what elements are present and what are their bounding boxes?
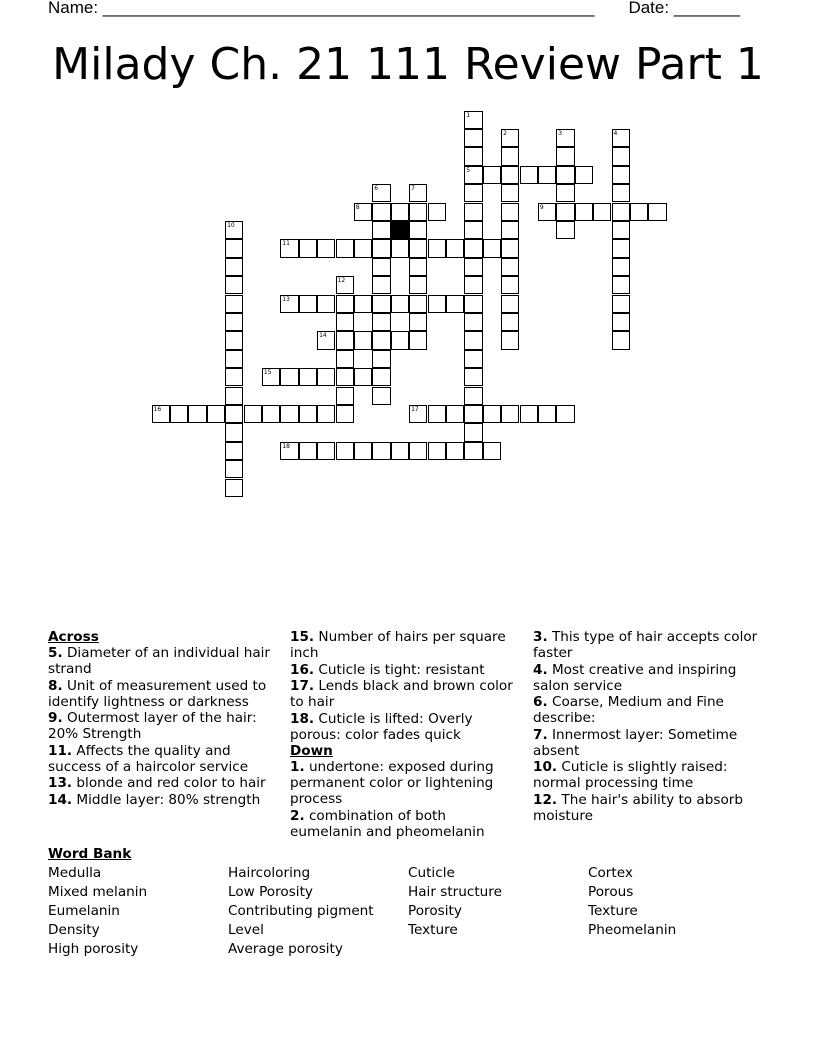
clues-column-2 bbox=[290, 629, 522, 840]
crossword-cell[interactable] bbox=[225, 350, 243, 368]
crossword-cell[interactable] bbox=[336, 331, 354, 349]
crossword-cell[interactable] bbox=[464, 387, 482, 405]
word-bank-entry: Level bbox=[228, 922, 264, 938]
crossword-cell[interactable] bbox=[612, 331, 630, 349]
crossword-cell[interactable] bbox=[556, 221, 574, 239]
word-bank-column-2 bbox=[228, 864, 374, 959]
across-clue bbox=[290, 629, 522, 661]
clue-text: Diameter of an individual hair strand bbox=[48, 645, 271, 677]
clue-text: undertone: exposed during permanent color or lightening process bbox=[290, 759, 494, 807]
clue-text: Cuticle is lifted: Overly porous: color fades quick bbox=[290, 710, 473, 743]
name-field[interactable]: Name: ____________________________________________________ bbox=[48, 0, 595, 17]
clue-number: 17. bbox=[290, 678, 315, 694]
crossword-cell[interactable] bbox=[225, 368, 243, 386]
crossword-cell[interactable] bbox=[501, 276, 519, 294]
clue-text: Unit of measurement used to identify lightness or darkness bbox=[48, 677, 267, 710]
word-bank-entry: Low Porosity bbox=[228, 884, 313, 900]
crossword-cell[interactable] bbox=[612, 313, 630, 331]
cell-number: 9 bbox=[539, 203, 544, 211]
crossword-cell[interactable] bbox=[464, 405, 482, 423]
clue-number: 9. bbox=[48, 710, 63, 726]
crossword-cell[interactable] bbox=[317, 442, 335, 460]
crossword-cell[interactable] bbox=[409, 442, 427, 460]
crossword-cell[interactable] bbox=[372, 276, 390, 294]
crossword-cell[interactable] bbox=[464, 258, 482, 276]
crossword-cell[interactable] bbox=[464, 129, 482, 147]
crossword-cell[interactable] bbox=[464, 442, 482, 460]
crossword-cell[interactable] bbox=[464, 239, 482, 257]
word-bank-column-1 bbox=[48, 864, 147, 959]
crossword-cell[interactable] bbox=[372, 184, 390, 202]
down-clues-part-2 bbox=[533, 629, 763, 824]
crossword-cell[interactable] bbox=[483, 405, 501, 423]
crossword-cell[interactable] bbox=[244, 405, 262, 423]
crossword-cell[interactable] bbox=[593, 203, 611, 221]
crossword-cell[interactable] bbox=[612, 203, 630, 221]
crossword-cell[interactable] bbox=[428, 203, 446, 221]
down-clues-part-1 bbox=[290, 759, 522, 840]
crossword-cell[interactable] bbox=[428, 405, 446, 423]
word-bank-heading: Word Bank bbox=[48, 846, 132, 862]
crossword-cell[interactable] bbox=[188, 405, 206, 423]
crossword-cell[interactable] bbox=[464, 423, 482, 441]
crossword-cell[interactable] bbox=[501, 258, 519, 276]
down-clue bbox=[533, 759, 763, 791]
crossword-cell[interactable] bbox=[317, 295, 335, 313]
crossword-cell[interactable] bbox=[464, 203, 482, 221]
crossword-cell[interactable] bbox=[409, 276, 427, 294]
crossword-cell[interactable] bbox=[501, 184, 519, 202]
crossword-cell[interactable] bbox=[483, 442, 501, 460]
crossword-cell[interactable] bbox=[446, 295, 464, 313]
crossword-cell[interactable] bbox=[299, 442, 317, 460]
crossword-cell[interactable] bbox=[391, 331, 409, 349]
crossword-cell[interactable] bbox=[336, 405, 354, 423]
crossword-cell[interactable] bbox=[225, 405, 243, 423]
cell-number: 17 bbox=[411, 405, 419, 413]
cell-number: 14 bbox=[319, 332, 327, 340]
date-field[interactable]: Date: _______ bbox=[628, 0, 740, 17]
crossword-cell[interactable] bbox=[207, 405, 225, 423]
clue-number: 4. bbox=[533, 661, 548, 678]
crossword-cell[interactable] bbox=[520, 405, 538, 423]
word-bank-entry: Porosity bbox=[408, 903, 462, 919]
crossword-cell[interactable] bbox=[280, 368, 298, 386]
crossword-cell[interactable] bbox=[612, 295, 630, 313]
crossword-cell[interactable] bbox=[409, 258, 427, 276]
word-bank-entry: Density bbox=[48, 922, 100, 938]
word-bank-entry: Mixed melanin bbox=[48, 884, 148, 900]
word-bank-column-3 bbox=[408, 864, 502, 940]
across-clue bbox=[48, 678, 278, 710]
cell-number: 7 bbox=[411, 185, 415, 193]
crossword-cell[interactable] bbox=[428, 295, 446, 313]
page-title: Milady Ch. 21 111 Review Part 1 bbox=[52, 39, 764, 90]
clue-text: Affects the quality and success of a haircolor service bbox=[48, 742, 249, 775]
across-heading: Across bbox=[48, 629, 99, 645]
crossword-cell[interactable] bbox=[299, 368, 317, 386]
crossword-cell[interactable] bbox=[280, 405, 298, 423]
clue-text: Outermost layer of the hair: 20% Strength bbox=[48, 710, 257, 742]
crossword-cell[interactable] bbox=[464, 184, 482, 202]
crossword-cell[interactable] bbox=[612, 147, 630, 165]
crossword-cell[interactable] bbox=[630, 203, 648, 221]
crossword-cell[interactable] bbox=[464, 221, 482, 239]
crossword-cell[interactable] bbox=[262, 405, 280, 423]
clue-text: The hair's ability to absorb moisture bbox=[533, 791, 743, 824]
crossword-cell[interactable] bbox=[483, 239, 501, 257]
word-bank-entry: Cuticle bbox=[408, 865, 455, 881]
across-clue bbox=[48, 775, 278, 791]
down-clue bbox=[533, 792, 763, 824]
clue-number: 7. bbox=[533, 726, 548, 743]
across-clue bbox=[48, 645, 278, 677]
clue-text: Innermost layer: Sometime absent bbox=[533, 726, 738, 759]
crossword-cell[interactable] bbox=[464, 166, 482, 184]
crossword-cell[interactable] bbox=[464, 276, 482, 294]
across-clue bbox=[48, 743, 278, 775]
down-clue bbox=[533, 629, 763, 661]
crossword-cell[interactable] bbox=[612, 129, 630, 147]
word-bank-entry: Pheomelanin bbox=[588, 922, 677, 938]
clue-text: Lends black and brown color to hair bbox=[290, 678, 513, 710]
crossword-cell[interactable] bbox=[280, 239, 298, 257]
crossword-cell[interactable] bbox=[612, 276, 630, 294]
crossword-cell[interactable] bbox=[225, 387, 243, 405]
word-bank-entry: Cortex bbox=[588, 865, 633, 881]
clue-number: 14. bbox=[48, 791, 73, 808]
clue-number: 16. bbox=[290, 661, 315, 678]
crossword-cell[interactable] bbox=[372, 203, 390, 221]
clue-text: Cuticle is tight: resistant bbox=[314, 661, 485, 678]
across-clue bbox=[290, 678, 522, 710]
crossword-cell[interactable] bbox=[225, 295, 243, 313]
clue-number: 5. bbox=[48, 645, 63, 661]
word-bank-entry: High porosity bbox=[48, 941, 139, 957]
crossword-cell[interactable] bbox=[225, 221, 243, 239]
crossword-cell[interactable] bbox=[170, 405, 188, 423]
crossword-cell[interactable] bbox=[464, 147, 482, 165]
crossword-cell[interactable] bbox=[464, 313, 482, 331]
crossword-cell[interactable] bbox=[520, 166, 538, 184]
crossword-cell[interactable] bbox=[372, 331, 390, 349]
crossword-cell[interactable] bbox=[317, 368, 335, 386]
crossword-cell[interactable] bbox=[354, 331, 372, 349]
crossword-cell[interactable] bbox=[464, 368, 482, 386]
crossword-black-cell bbox=[391, 221, 409, 239]
word-bank-entry: Haircoloring bbox=[228, 865, 311, 881]
crossword-cell[interactable] bbox=[575, 203, 593, 221]
crossword-cell[interactable] bbox=[391, 203, 409, 221]
crossword-cell[interactable] bbox=[612, 221, 630, 239]
word-bank-entry: Contributing pigment bbox=[228, 903, 374, 919]
crossword-cell[interactable] bbox=[280, 295, 298, 313]
crossword-cell[interactable] bbox=[354, 239, 372, 257]
crossword-cell[interactable] bbox=[612, 184, 630, 202]
crossword-cell[interactable] bbox=[372, 221, 390, 239]
word-bank-entry: Average porosity bbox=[228, 941, 343, 957]
crossword-cell[interactable] bbox=[612, 166, 630, 184]
clue-number: 18. bbox=[290, 710, 315, 727]
clue-number: 15. bbox=[290, 629, 315, 645]
word-bank-entry: Porous bbox=[588, 884, 634, 900]
cell-number: 2 bbox=[503, 129, 507, 137]
crossword-cell[interactable] bbox=[409, 331, 427, 349]
crossword-cell[interactable] bbox=[446, 442, 464, 460]
crossword-cell[interactable] bbox=[556, 129, 574, 147]
word-bank-entry: Hair structure bbox=[408, 884, 502, 900]
word-bank-entry: Eumelanin bbox=[48, 903, 120, 919]
crossword-cell[interactable] bbox=[612, 258, 630, 276]
clue-number: 2. bbox=[290, 807, 305, 824]
word-bank-column-4 bbox=[588, 864, 676, 940]
crossword-cell[interactable] bbox=[501, 147, 519, 165]
cell-number: 10 bbox=[227, 221, 235, 229]
crossword-cell[interactable] bbox=[152, 405, 170, 423]
crossword-cell[interactable] bbox=[354, 368, 372, 386]
across-clue bbox=[290, 711, 522, 743]
crossword-cell[interactable] bbox=[354, 203, 372, 221]
clues-column-1 bbox=[48, 629, 278, 808]
cell-number: 13 bbox=[282, 295, 290, 303]
word-bank bbox=[48, 845, 768, 957]
crossword-cell[interactable] bbox=[391, 295, 409, 313]
crossword-grid bbox=[0, 0, 816, 520]
crossword-cell[interactable] bbox=[225, 331, 243, 349]
crossword-cell[interactable] bbox=[225, 479, 243, 497]
cell-number: 12 bbox=[337, 277, 346, 285]
cell-number: 4 bbox=[613, 129, 618, 137]
crossword-cell[interactable] bbox=[299, 405, 317, 423]
crossword-cell[interactable] bbox=[409, 313, 427, 331]
cell-number: 1 bbox=[466, 111, 471, 119]
clue-number: 11. bbox=[48, 742, 73, 759]
clues-column-3 bbox=[533, 629, 763, 824]
crossword-cell[interactable] bbox=[501, 405, 519, 423]
crossword-cell[interactable] bbox=[464, 350, 482, 368]
clue-text: Coarse, Medium and Fine describe: bbox=[533, 694, 724, 726]
crossword-cell[interactable] bbox=[225, 460, 243, 478]
clue-text: This type of hair accepts color faster bbox=[533, 629, 758, 661]
cell-number: 6 bbox=[374, 185, 379, 193]
word-bank-entry: Texture bbox=[588, 903, 638, 919]
crossword-cell[interactable] bbox=[483, 166, 501, 184]
crossword-cell[interactable] bbox=[354, 295, 372, 313]
word-bank-entry: Medulla bbox=[48, 865, 102, 881]
clue-number: 6. bbox=[533, 694, 548, 710]
crossword-cell[interactable] bbox=[372, 313, 390, 331]
clue-text: Most creative and inspiring salon service bbox=[533, 661, 737, 694]
cell-number: 15 bbox=[263, 369, 272, 377]
across-clues-part-2 bbox=[290, 629, 522, 743]
crossword-cell[interactable] bbox=[372, 442, 390, 460]
crossword-cell[interactable] bbox=[556, 147, 574, 165]
crossword-cell[interactable] bbox=[464, 111, 482, 129]
crossword-cell[interactable] bbox=[391, 442, 409, 460]
crossword-cell[interactable] bbox=[372, 258, 390, 276]
cell-number: 5 bbox=[466, 166, 471, 174]
crossword-cell[interactable] bbox=[336, 276, 354, 294]
clue-number: 13. bbox=[48, 775, 73, 791]
crossword-cell[interactable] bbox=[317, 405, 335, 423]
crossword-cell[interactable] bbox=[372, 295, 390, 313]
crossword-cell[interactable] bbox=[428, 239, 446, 257]
down-clue bbox=[290, 759, 522, 807]
crossword-cell[interactable] bbox=[317, 331, 335, 349]
crossword-cell[interactable] bbox=[464, 331, 482, 349]
crossword-cell[interactable] bbox=[225, 239, 243, 257]
down-heading: Down bbox=[290, 743, 333, 759]
clue-number: 3. bbox=[533, 629, 548, 645]
crossword-cell[interactable] bbox=[575, 166, 593, 184]
crossword-cell[interactable] bbox=[501, 129, 519, 147]
crossword-cell[interactable] bbox=[372, 350, 390, 368]
crossword-cell[interactable] bbox=[409, 203, 427, 221]
crossword-cell[interactable] bbox=[501, 221, 519, 239]
crossword-cell[interactable] bbox=[501, 313, 519, 331]
crossword-cell[interactable] bbox=[299, 239, 317, 257]
crossword-cell[interactable] bbox=[336, 295, 354, 313]
crossword-cell[interactable] bbox=[648, 203, 666, 221]
crossword-cell[interactable] bbox=[556, 203, 574, 221]
crossword-cell[interactable] bbox=[225, 423, 243, 441]
crossword-cell[interactable] bbox=[372, 239, 390, 257]
down-clue bbox=[533, 727, 763, 759]
cell-number: 11 bbox=[282, 240, 290, 248]
crossword-cell[interactable] bbox=[538, 203, 556, 221]
crossword-cell[interactable] bbox=[262, 368, 280, 386]
down-clue bbox=[533, 662, 763, 694]
crossword-cell[interactable] bbox=[354, 442, 372, 460]
cell-number: 8 bbox=[355, 203, 360, 211]
crossword-cell[interactable] bbox=[409, 295, 427, 313]
clue-text: Number of hairs per square inch bbox=[290, 629, 506, 661]
crossword-cell[interactable] bbox=[336, 442, 354, 460]
word-bank-entry: Texture bbox=[408, 922, 458, 938]
crossword-cell[interactable] bbox=[336, 387, 354, 405]
across-clues-part-1 bbox=[48, 645, 278, 808]
clue-text: Middle layer: 80% strength bbox=[72, 791, 261, 808]
clue-number: 8. bbox=[48, 677, 63, 694]
clue-text: blonde and red color to hair bbox=[72, 775, 266, 791]
crossword-cell[interactable] bbox=[556, 184, 574, 202]
crossword-cell[interactable] bbox=[317, 239, 335, 257]
crossword-cell[interactable] bbox=[409, 184, 427, 202]
crossword-cell[interactable] bbox=[409, 221, 427, 239]
crossword-cell[interactable] bbox=[372, 387, 390, 405]
clue-number: 1. bbox=[290, 759, 305, 775]
crossword-cell[interactable] bbox=[372, 368, 390, 386]
across-clue bbox=[48, 710, 278, 742]
crossword-cell[interactable] bbox=[225, 313, 243, 331]
across-clue bbox=[48, 792, 278, 808]
crossword-cell[interactable] bbox=[409, 405, 427, 423]
crossword-cell[interactable] bbox=[391, 239, 409, 257]
down-clue bbox=[290, 808, 522, 840]
crossword-cell[interactable] bbox=[299, 295, 317, 313]
crossword-cell[interactable] bbox=[501, 295, 519, 313]
crossword-cell[interactable] bbox=[225, 258, 243, 276]
crossword-cell[interactable] bbox=[501, 203, 519, 221]
down-clue bbox=[533, 694, 763, 726]
crossword-cell[interactable] bbox=[556, 405, 574, 423]
crossword-cell[interactable] bbox=[501, 166, 519, 184]
crossword-cell[interactable] bbox=[336, 313, 354, 331]
clue-text: Cuticle is slightly raised: normal processing time bbox=[533, 759, 728, 791]
crossword-cell[interactable] bbox=[612, 239, 630, 257]
crossword-cell[interactable] bbox=[556, 166, 574, 184]
crossword-cell[interactable] bbox=[225, 276, 243, 294]
crossword-cell[interactable] bbox=[501, 239, 519, 257]
cell-number: 3 bbox=[558, 129, 563, 137]
crossword-cell[interactable] bbox=[336, 239, 354, 257]
crossword-cell[interactable] bbox=[538, 405, 556, 423]
crossword-cell[interactable] bbox=[501, 331, 519, 349]
crossword-cell[interactable] bbox=[428, 442, 446, 460]
crossword-cell[interactable] bbox=[409, 239, 427, 257]
crossword-cell[interactable] bbox=[446, 405, 464, 423]
across-clue bbox=[290, 662, 522, 678]
crossword-cell[interactable] bbox=[225, 442, 243, 460]
crossword-cell[interactable] bbox=[280, 442, 298, 460]
crossword-cell[interactable] bbox=[336, 368, 354, 386]
crossword-cell[interactable] bbox=[538, 166, 556, 184]
clue-number: 12. bbox=[533, 791, 558, 808]
cell-number: 18 bbox=[282, 442, 290, 450]
crossword-cell[interactable] bbox=[336, 350, 354, 368]
clue-text: combination of both eumelanin and pheomelanin bbox=[290, 807, 485, 840]
clue-number: 10. bbox=[533, 759, 558, 775]
crossword-cell[interactable] bbox=[464, 295, 482, 313]
cell-number: 16 bbox=[153, 405, 162, 413]
crossword-cell[interactable] bbox=[446, 239, 464, 257]
